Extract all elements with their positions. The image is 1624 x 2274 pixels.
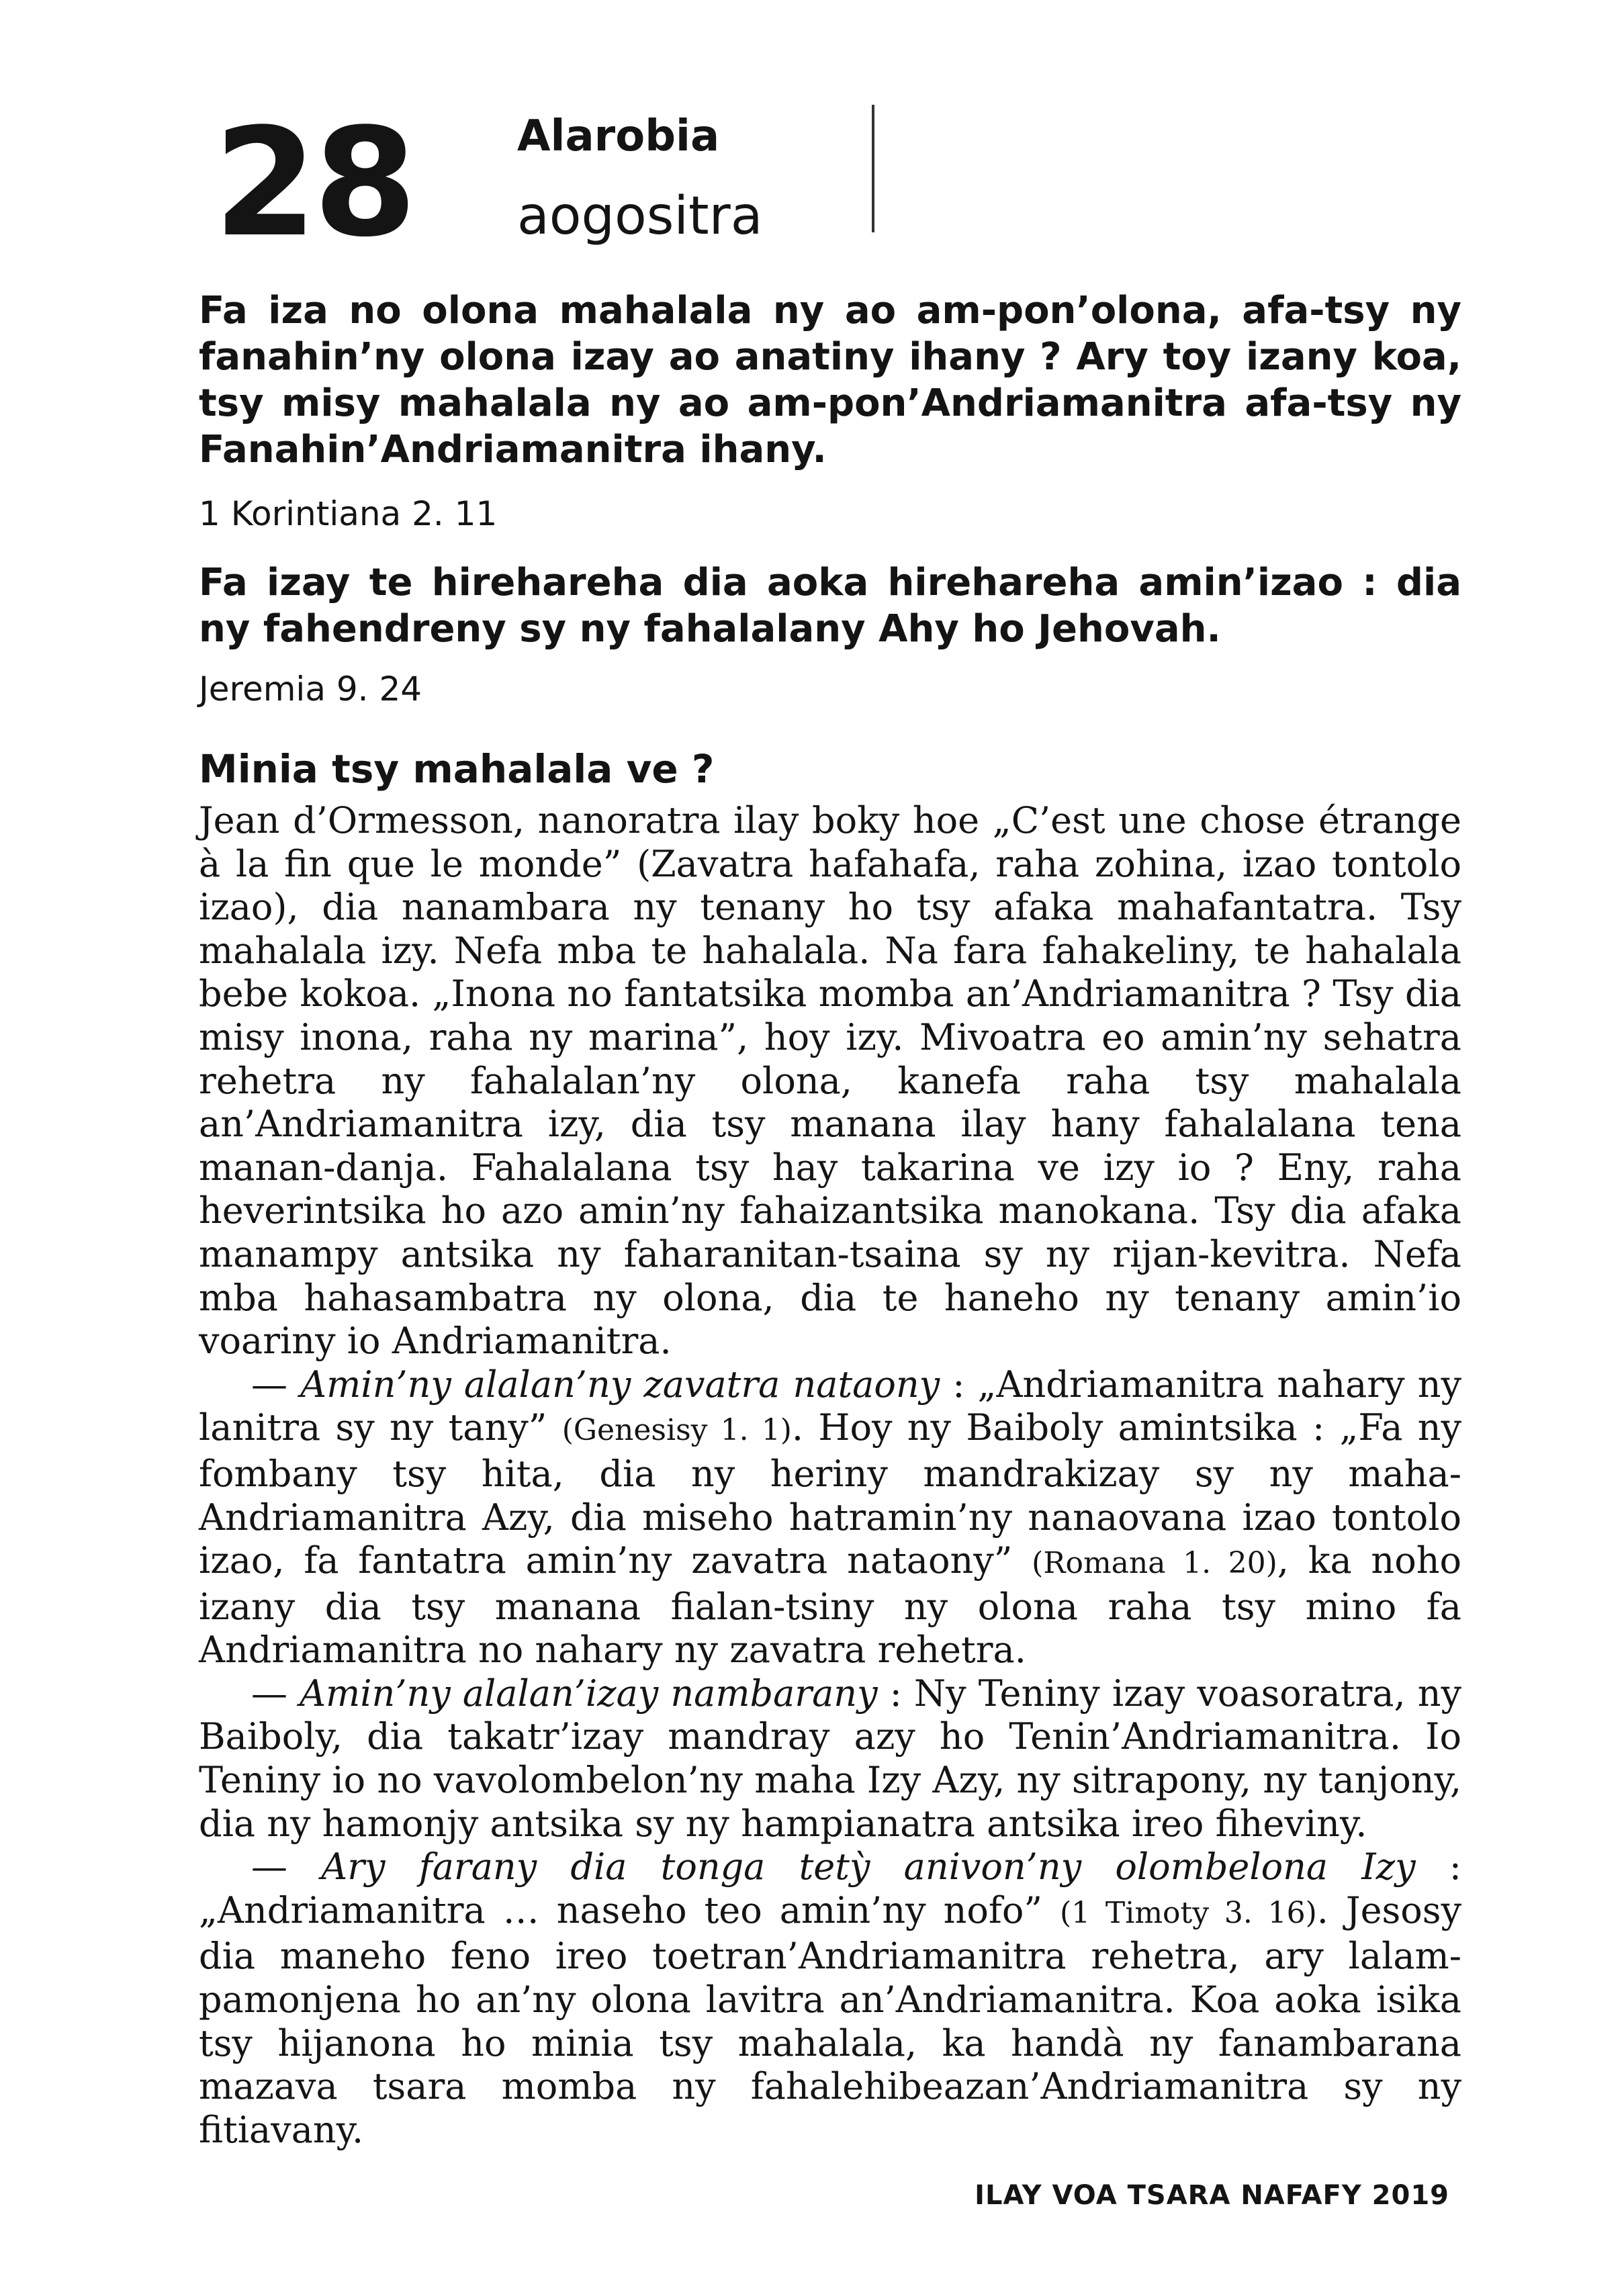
- article-body: [199, 799, 1461, 2152]
- article-title: Minia tsy mahalala ve ?: [199, 746, 715, 792]
- paragraph-text: : „Andriamanitra … naseho teo amin’ny nofo”: [199, 1846, 1461, 1931]
- month-label: aogositra: [517, 186, 763, 246]
- paragraph-text: : „Andriamanitra nahary ny lanitra sy ny tany”: [199, 1363, 1461, 1449]
- weekday-label: Alarobia: [517, 111, 720, 161]
- article-paragraph: [199, 1672, 1461, 1846]
- verse-reference: 1 Korintiana 2. 11: [199, 494, 498, 533]
- dash: —: [251, 1363, 301, 1406]
- paragraph-text: . Jesosy dia maneho feno ireo toetran’Andriamanitra rehetra, ary lalam-pamonjena ho an’ny olona lavitra an’Andriamanitra. Koa aoka isika tsy hijanona ho minia tsy mahalala, ka handà ny fanambarana mazava tsara momba ny fahalehibeazan’Andriamanitra sy ny fitiavany.: [199, 1889, 1461, 2151]
- paragraph-text: : Ny Teniny izay voasoratra, ny Baiboly, dia takatr’izay mandray azy ho Tenin’Andriamanitra. Io Teniny io no vavolombelon’ny maha Izy Azy, ny sitrapony, ny tanjony, dia ny hamonjy antsika sy ny hampianatra antsika ireo fiheviny.: [199, 1672, 1461, 1845]
- verse-reference: Jeremia 9. 24: [199, 670, 422, 709]
- footer-title: ILAY VOA TSARA NAFAFY 2019: [975, 2180, 1449, 2211]
- emphasis-text: Ary farany dia tonga tetỳ anivon’ny olombelona Izy: [321, 1846, 1416, 1889]
- bible-reference: (Genesisy 1. 1): [561, 1413, 792, 1448]
- article-paragraph: Jean d’Ormesson, nanoratra ilay boky hoe „C’est une chose étrange à la fin que le monde” (Zavatra hafahafa, raha zohina, izao tontolo izao), dia nanambara ny tenany ho tsy afaka mahafantatra. Tsy mahalala izy. Nefa mba te hahalala. Na fara fahakeliny, te hahalala bebe kokoa. „Inona no fantatsika momba an’Andriamanitra ? Tsy dia misy inona, raha ny marina”, hoy izy. Mivoatra eo amin’ny sehatra rehetra ny fahalalan’ny olona, kanefa raha tsy mahalala an’Andriamanitra izy, dia tsy manana ilay hany fahalalana tena manan-danja. Fahalalana tsy hay takarina ve izy io ? Eny, raha heverintsika ho azo amin’ny fahaizantsika manokana. Tsy dia afaka manampy antsika ny faharanitan-tsaina sy ny rijan-kevitra. Nefa mba hahasambatra ny olona, dia te haneho ny tenany amin’io voariny io Andriamanitra.: [199, 799, 1461, 1363]
- emphasis-text: Amin’ny alalan’ny zavatra nataony: [300, 1363, 940, 1406]
- header-divider: [872, 105, 874, 232]
- verse-text: Fa izay te hirehareha dia aoka hirehareha amin’izao : dia ny fahendreny sy ny fahalalany Ahy ho Jehovah.: [199, 561, 1461, 651]
- article-paragraph: [199, 1363, 1461, 1672]
- bible-reference: (1 Timoty 3. 16): [1059, 1895, 1317, 1930]
- dash: —: [251, 1846, 322, 1889]
- dash: —: [251, 1672, 300, 1715]
- paragraph-text: , ka noho izany dia tsy manana fialan-tsiny ny olona raha tsy mino fa Andriamanitra no nahary ny zavatra rehetra.: [199, 1539, 1461, 1672]
- article-paragraph: [199, 1846, 1461, 2152]
- day-number: 28: [214, 97, 413, 270]
- bible-reference: (Romana 1. 20): [1032, 1546, 1277, 1581]
- emphasis-text: Amin’ny alalan’izay nambarany: [300, 1672, 878, 1715]
- verse-text: Fa iza no olona mahalala ny ao am-pon’olona, afa-tsy ny fanahin’ny olona izay ao anatiny ihany ? Ary toy izany koa, tsy misy mahalala ny ao am-pon’Andriamanitra afa-tsy ny Fanahin’Andriamanitra ihany.: [199, 289, 1461, 471]
- paragraph-text: . Hoy ny Baiboly amintsika : „Fa ny fombany tsy hita, dia ny heriny mandrakizay sy ny maha-Andriamanitra Azy, dia miseho hatramin’ny nanaovana izao tontolo izao, fa fantatra amin’ny zavatra nataony”: [199, 1406, 1462, 1582]
